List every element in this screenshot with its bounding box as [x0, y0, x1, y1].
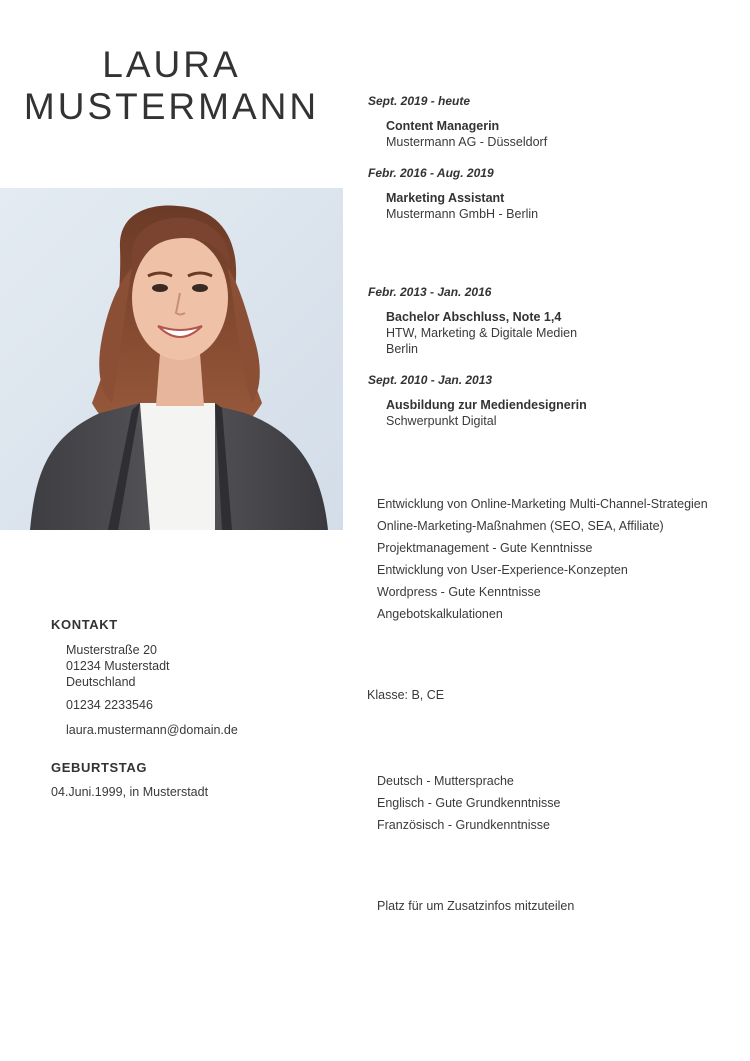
education-entry: [368, 373, 728, 429]
skill-item: Entwicklung von Online-Marketing Multi-Channel-Strategien: [377, 497, 708, 511]
skill-item: Projektmanagement - Gute Kenntnisse: [377, 541, 593, 555]
contact-email[interactable]: laura.mustermann@domain.de: [66, 723, 238, 737]
skill-item: Wordpress - Gute Kenntnisse: [377, 585, 541, 599]
driving-license: Klasse: B, CE: [367, 688, 445, 702]
entry-detail: HTW, Marketing & Digitale Medien: [386, 326, 578, 340]
last-name: MUSTERMANN: [23, 86, 320, 127]
contact-phone: 01234 2233546: [66, 698, 153, 712]
language-item: Französisch - Grundkenntnisse: [377, 818, 550, 832]
entry-detail: Mustermann AG - Düsseldorf: [386, 135, 548, 149]
entry-date: Febr. 2013 - Jan. 2016: [368, 285, 492, 299]
entry-date: Sept. 2019 - heute: [368, 94, 471, 108]
address-city: 01234 Musterstadt: [66, 659, 170, 673]
entry-detail: Mustermann GmbH - Berlin: [386, 207, 539, 221]
experience-entry: [368, 94, 728, 150]
contact-title: KONTAKT: [51, 617, 118, 632]
first-name: LAURA: [102, 44, 241, 85]
entry-date: Sept. 2010 - Jan. 2013: [368, 373, 493, 387]
skill-item: Angebotskalkulationen: [377, 607, 503, 621]
birthday-title: GEBURTSTAG: [51, 760, 148, 775]
entry-role: Content Managerin: [386, 119, 500, 133]
education-entry: [368, 285, 728, 357]
skill-item: Online-Marketing-Maßnahmen (SEO, SEA, Affiliate): [377, 519, 664, 533]
portrait-photo: [0, 188, 343, 530]
entry-detail: Schwerpunkt Digital: [386, 414, 497, 428]
entry-detail: Berlin: [386, 342, 418, 356]
address-country: Deutschland: [66, 675, 136, 689]
address-street: Musterstraße 20: [66, 643, 158, 657]
extra-info: Platz für um Zusatzinfos mitzuteilen: [377, 899, 575, 913]
entry-role: Marketing Assistant: [386, 191, 505, 205]
contact-address: [66, 642, 170, 690]
language-item: Deutsch - Muttersprache: [377, 774, 514, 788]
experience-entry: [368, 166, 728, 222]
birthday-value: 04.Juni.1999, in Musterstadt: [51, 785, 209, 799]
entry-role: Bachelor Abschluss, Note 1,4: [386, 310, 562, 324]
skill-item: Entwicklung von User-Experience-Konzepten: [377, 563, 628, 577]
languages-list: [377, 773, 737, 839]
entry-date: Febr. 2016 - Aug. 2019: [368, 166, 494, 180]
skills-list: [377, 496, 737, 628]
entry-role: Ausbildung zur Mediendesignerin: [386, 398, 587, 412]
language-item: Englisch - Gute Grundkenntnisse: [377, 796, 561, 810]
